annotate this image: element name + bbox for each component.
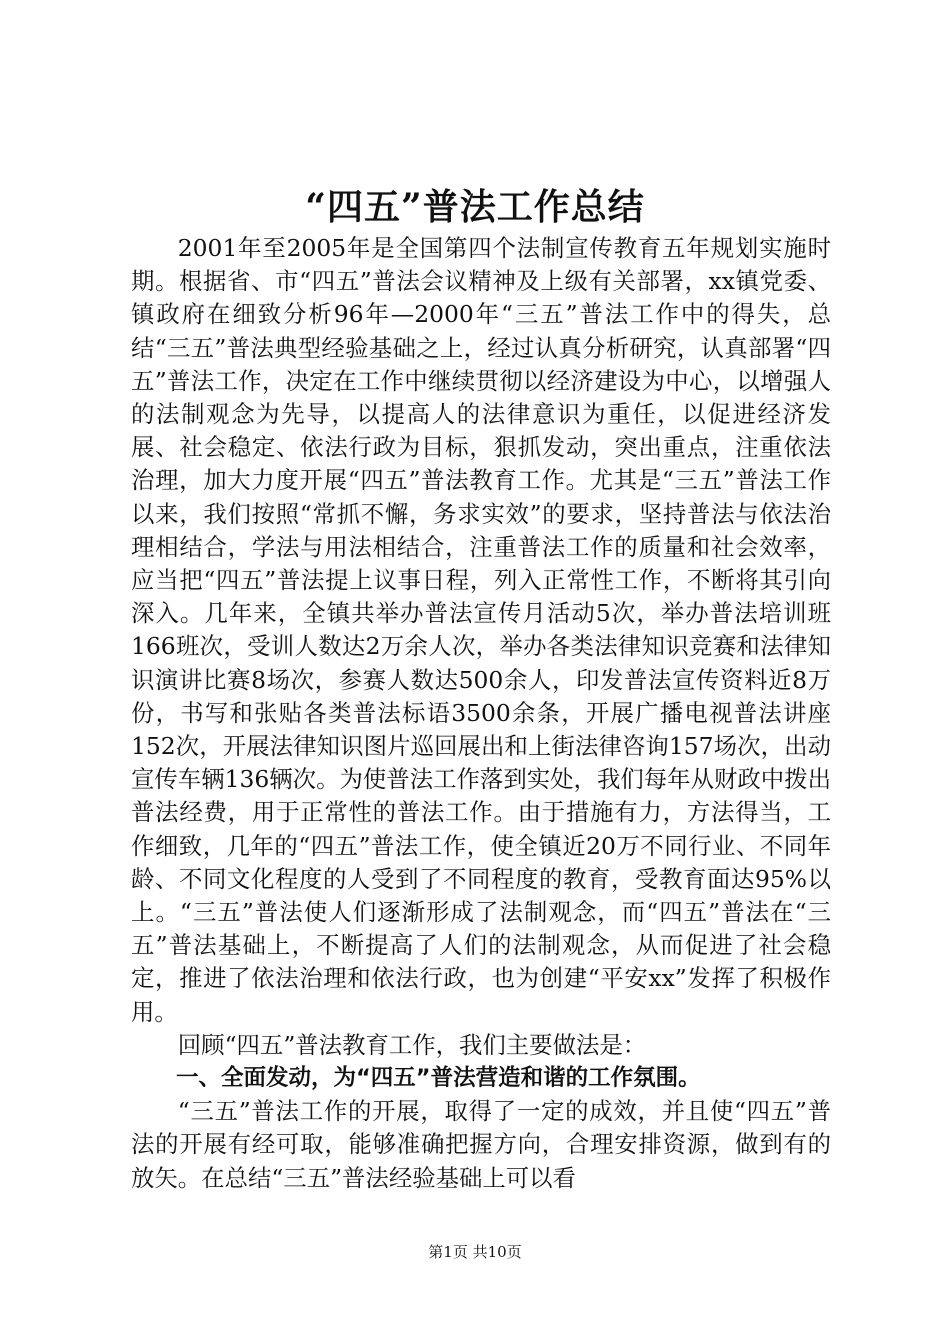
page-title: “四五”普法工作总结 — [305, 186, 645, 228]
paragraph-intro: 2001年至2005年是全国第四个法制宣传教育五年规划实施时期。根据省、市“四五”普法会议精神及上级有关部署，xx镇党委、镇政府在细致分析96年—2000年“三五”普法工作中的得失，总结“三五”普法典型经验基础之上，经过认真分析研究，认真部署“四五”普法工作，决定在工作中继续贯彻以经济建设为中心，以增强人的法制观念为先导，以提高人的法律意识为重任，以促进经济发展、社会稳定、依法行政为目标，狠抓发动，突出重点，注重依法治理，加大力度开展“四五”普法教育工作。尤其是“三五”普法工作以来，我们按照“常抓不懈，务求实效”的要求，坚持普法与依法治理相结合，学法与用法相结合，注重普法工作的质量和社会效率，应当把“四五”普法提上议事日程，列入正常性工作，不断将其引向深入。几年来，全镇共举办普法宣传月活动5次，举办普法培训班166班次，受训人数达2万余人次，举办各类法律知识竞赛和法律知识演讲比赛8场次，参赛人数达500余人，印发普法宣传资料近8万份，书写和张贴各类普法标语3500余条，开展广播电视普法讲座152次，开展法律知识图片巡回展出和上街法律咨询157场次，出动宣传车辆136辆次。为使普法工作落到实处，我们每年从财政中拨出普法经费，用于正常性的普法工作。由于措施有力，方法得当，工作细致，几年的“四五”普法工作，使全镇近20万不同行业、不同年龄、不同文化程度的人受到了不同程度的教育，受教育面达95%以上。“三五”普法使人们逐渐形成了法制观念，而“四五”普法在“三五”普法基础上，不断提高了人们的法制观念，从而促进了社会稳定，推进了依法治理和依法行政，也为创建“平安xx”发挥了积极作用。 — [131, 234, 831, 1026]
section-heading: 一、全面发动，为“四五”普法营造和谐的工作氛围。 — [176, 1065, 701, 1092]
paragraph-review: 回顾“四五”普法教育工作，我们主要做法是： — [177, 1030, 647, 1059]
document-body — [131, 232, 831, 1195]
paragraph-section-body: “三五”普法工作的开展，取得了一定的成效，并且使“四五”普法的开展有经可取，能够准确把握方向，合理安排资源，做到有的放矢。在总结“三五”普法经验基础上可以看 — [131, 1097, 831, 1192]
page-number-footer: 第1页 共10页 — [428, 1243, 522, 1261]
